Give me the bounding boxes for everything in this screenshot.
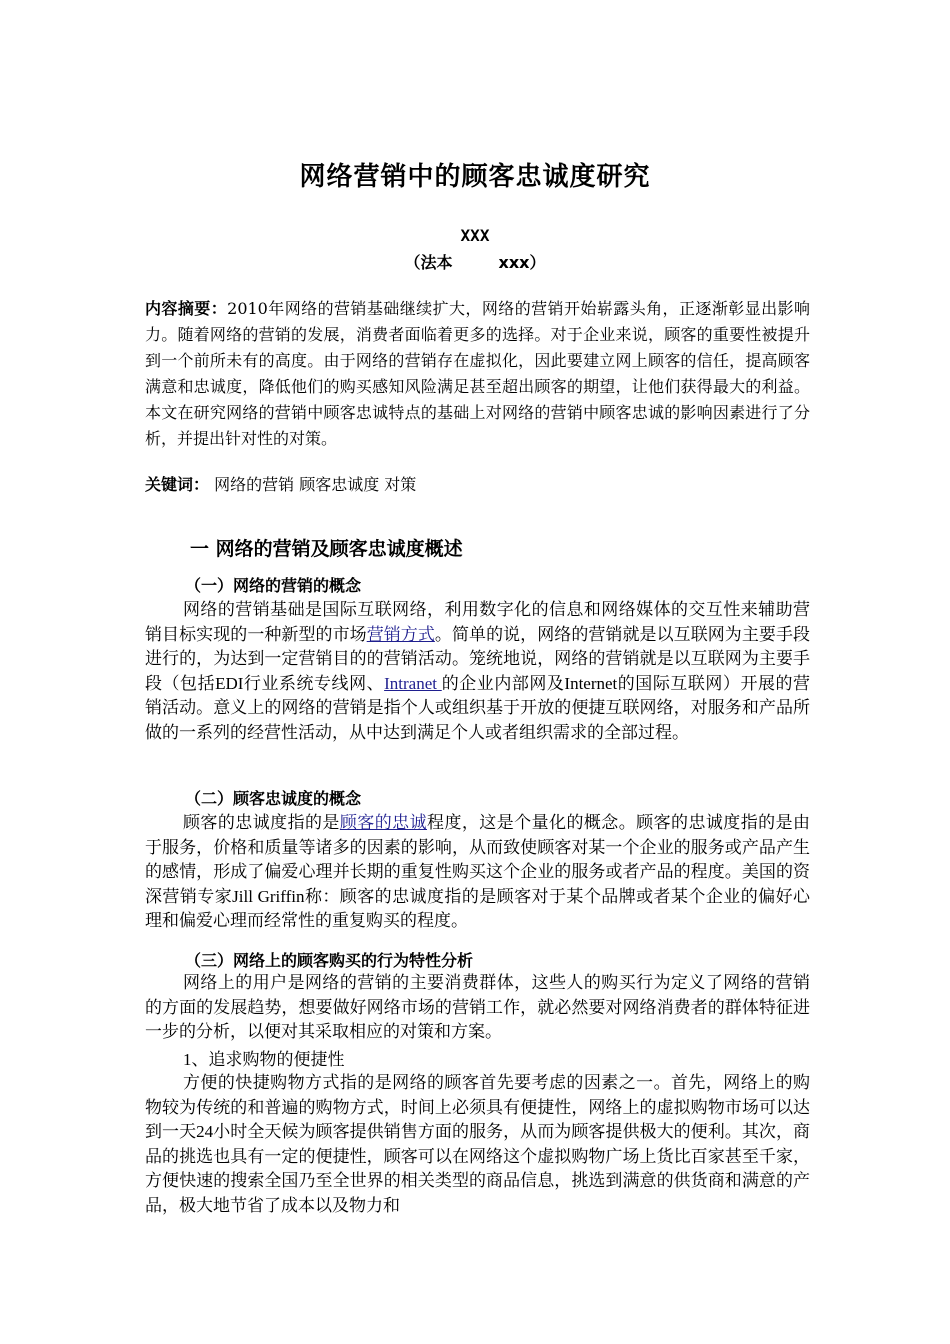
abstract-text: 2010年网络的营销基础继续扩大，网络的营销开始崭露头角，正逐渐彰显出影响力。随着网络的营销的发展，消费者面临着更多的选择。对于企业来说，顾客的重要性被提升到一个前所未有的高度。由于网络的营销存在虚拟化，因此要建立网上顾客的信任，提高顾客满意和忠诚度，降低他们的购买感知风险满足甚至超出顾客的期望，让他们获得最大的利益。本文在研究网络的营销中顾客忠诚特点的基础上对网络的营销中顾客忠诚的影响因素进行了分析，并提出针对性的对策。 — [145, 299, 810, 448]
marketing-method-link[interactable]: 营销方式 — [366, 624, 435, 644]
subsection-2-heading: （二）顾客忠诚度的概念 — [185, 789, 362, 808]
author-name: XXX — [460, 226, 490, 245]
para-text: 顾客的忠诚度指的是 — [183, 813, 340, 832]
section-1-heading: 一 网络的营销及顾客忠诚度概述 — [190, 538, 463, 560]
abstract — [145, 296, 810, 452]
para-text: 网络的营销基础是国际互联网络，利用数字化的信息和网络媒体的交互性来辅助营销目标实现的一种新型的市场 — [145, 600, 810, 644]
affiliation-close: xxx） — [498, 253, 546, 272]
para-text: 的企业内部网及Internet的国际互联网）开展的营销活动。意义上的网络的营销是指个人或组织基于开放的便捷互联网络，对服务和产品所做的一系列的经营性活动，从中达到满足个人或者组织需求的全部过程。 — [145, 673, 811, 742]
keywords-label: 关键词： — [145, 475, 210, 494]
list-item-convenience: 1、追求购物的便捷性 — [183, 1050, 345, 1069]
convenience-paragraph: 方便的快捷购物方式指的是网络的顾客首先要考虑的因素之一。首先，网络上的购物较为传统的和普遍的购物方式，时间上必须具有便捷性，网络上的虚拟购物市场可以达到一天24小时全天候为顾客提供销售方面的服务，从而为顾客提供极大的便利。其次，商品的挑选也具有一定的便捷性，顾客可以在网络这个虚拟购物广场上货比百家甚至千家，方便快速的搜索全国乃至全世界的相关类型的商品信息，挑选到满意的供货商和满意的产品，极大地节省了成本以及物力和 — [145, 1073, 810, 1215]
subsection-3-heading: （三）网络上的顾客购买的行为特性分析 — [185, 951, 474, 970]
affiliation-open: （法本 — [404, 253, 453, 272]
subsection-1-paragraph — [145, 598, 810, 745]
para-text: 程度，这是个量化的概念。顾客的忠诚度指的是由于服务，价格和质量等诸多的因素的影响，从而致使顾客对某一个企业的服务或产品产生的感情，形成了偏爱心理并长期的重复性购买这个企业的服务或者产品的程度。美国的资深营销专家Jill Griffin称：顾客的忠诚度指的是顾客对于某个品牌或者某个企业的偏好心理和偏爱心理而经常性的重复购买的程度。 — [145, 813, 811, 930]
page-title: 网络营销中的顾客忠诚度研究 — [299, 162, 651, 192]
intranet-link[interactable]: Intranet — [384, 673, 442, 693]
abstract-label: 内容摘要： — [145, 299, 228, 318]
author-affiliation — [0, 250, 950, 273]
customer-loyalty-link[interactable]: 顾客的忠诚 — [339, 813, 428, 832]
keywords — [145, 472, 810, 498]
para-text: 。简单的说，网络的营销就是以互联网为主要手段进行的，为达到一定营销目的的营销活动。笼统地说，网络的营销就是以互联网为主要手段（包括EDI行业系统专线网、 — [145, 624, 811, 693]
subsection-2-paragraph — [145, 811, 810, 934]
keywords-text: 网络的营销 顾客忠诚度 对策 — [214, 475, 417, 494]
subsection-3-paragraph: 网络上的用户是网络的营销的主要消费群体，这些人的购买行为定义了网络的营销的方面的发展趋势，想要做好网络市场的营销工作，就必然要对网络消费者的群体特征进一步的分析，以便对其采取相应的对策和方案。 — [145, 973, 810, 1041]
subsection-1-heading: （一）网络的营销的概念 — [185, 576, 362, 595]
